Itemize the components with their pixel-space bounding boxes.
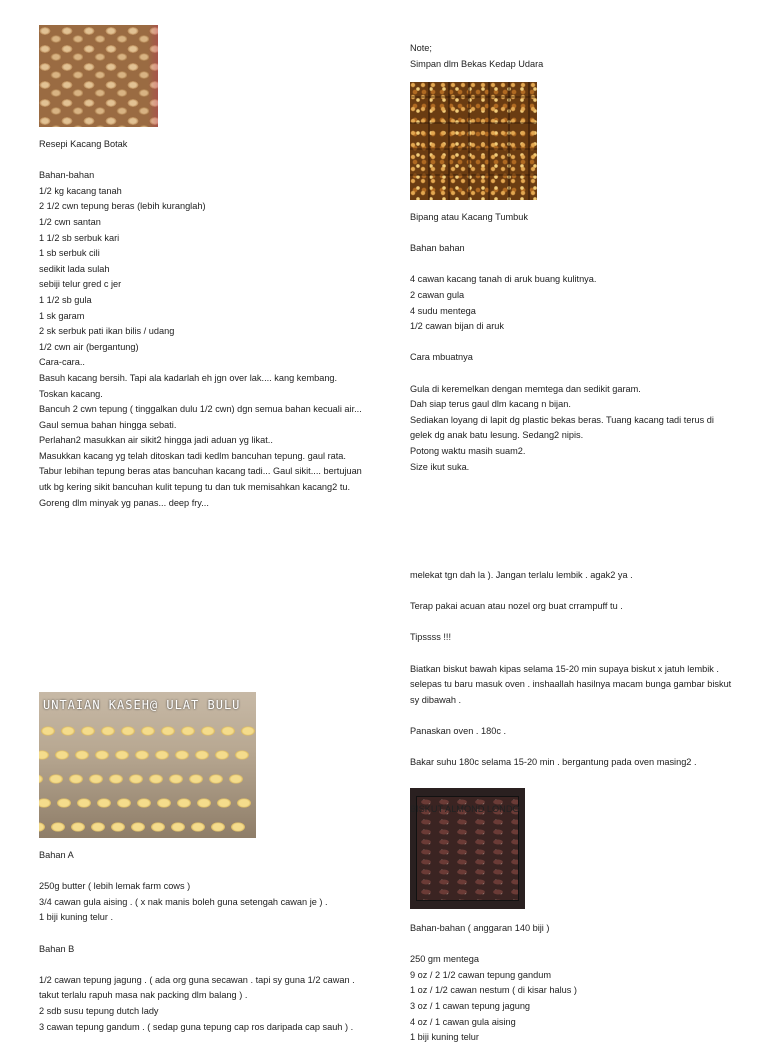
text-line: Bahan-bahan ( anggaran 140 biji ) <box>410 923 550 933</box>
text-line: Bakar suhu 180c selama 15-20 min . bergantung pada oven masing2 . <box>410 757 697 768</box>
note-text: Simpan dlm Bekas Kedap Udara <box>410 58 544 69</box>
text-line: 2 1/2 cwn tepung beras (lebih kuranglah) <box>39 201 206 212</box>
text-line: 2 sk serbuk pati ikan bilis / udang <box>39 326 175 337</box>
blank-line <box>410 771 731 787</box>
photo-watermark: UNTAIAN KASEH@ ULAT BULU <box>43 698 241 712</box>
blank-line <box>410 226 714 242</box>
blank-line <box>39 864 355 880</box>
cookie-row <box>39 746 250 764</box>
text-line: 9 oz / 2 1/2 cawan tepung gandum <box>410 969 551 980</box>
text-line: Dah siap terus gaul dlm kacang n bijan. <box>410 399 571 410</box>
ulat-bulu-ingredients <box>39 848 355 1035</box>
text-line: 1 1/2 sb serbuk kari <box>39 232 120 243</box>
blank-line <box>39 926 355 942</box>
text-line: 3 cawan tepung gandum . ( sedap guna tepung cap ros daripada cap sauh ) . <box>39 1021 354 1032</box>
cookie-row <box>39 770 244 788</box>
text-line: Sediakan loyang di lapit dg plastic bekas beras. Tuang kacang tadi terus di <box>410 414 714 425</box>
text-line: 1 biji kuning telur . <box>39 912 114 923</box>
text-line: Terap pakai acuan atau nozel org buat crrampuff tu . <box>410 601 623 612</box>
text-line: Gaul semua bahan hingga sebati. <box>39 419 177 430</box>
text-line: Tipssss !!! <box>410 632 452 643</box>
text-line: Perlahan2 masukkan air sikit2 hingga jadi aduan yg likat.. <box>39 435 273 446</box>
text-line: selepas tu baru masuk oven . inshaallah hasilnya macam bunga gambar biskut <box>410 679 732 690</box>
storage-note <box>410 41 543 72</box>
text-line: 1/2 kg kacang tanah <box>39 185 122 196</box>
text-line: 4 sudu mentega <box>410 305 476 316</box>
text-line: Bahan A <box>39 850 74 860</box>
text-line: Size ikut suka. <box>410 461 470 472</box>
text-line: 250 gm mentega <box>410 954 479 965</box>
text-line: 1/2 cwn santan <box>39 216 101 227</box>
text-line: 1/2 cawan tepung jagung . ( ada org guna secawan . tapi sy guna 1/2 cawan . <box>39 974 355 985</box>
text-line: Basuh kacang bersih. Tapi ala kadarlah eh jgn over lak.... kang kembang. <box>39 372 338 383</box>
blank-line <box>39 153 362 169</box>
text-line: sedikit lada sulah <box>39 263 110 274</box>
blank-line <box>410 366 714 382</box>
cookie-row <box>39 722 256 740</box>
text-line: Resepi Kacang Botak <box>39 139 128 149</box>
blank-line <box>410 584 731 600</box>
kacang-botak-recipe <box>39 137 362 511</box>
text-line: 1/2 cawan bijan di aruk <box>410 321 504 332</box>
text-line: utk bg kering sikit bancuhan kulit tepung tu dan tuk memisahkan kacang2 tu. <box>39 482 351 493</box>
blank-line <box>410 708 731 724</box>
text-line: 4 cawan kacang tanah di aruk buang kulitnya. <box>410 274 597 285</box>
blank-line <box>410 740 731 756</box>
text-line: 2 sdb susu tepung dutch lady <box>39 1005 159 1016</box>
text-line: Masukkan kacang yg telah ditoskan tadi kedlm bancuhan tepung. gaul rata. <box>39 450 346 461</box>
blank-line <box>410 257 714 273</box>
cookie-row <box>39 818 246 836</box>
blank-line <box>39 957 355 973</box>
biscuit-tips <box>410 568 731 818</box>
text-line: 1 1/2 sb gula <box>39 294 92 305</box>
text-line: Bahan bahan <box>410 243 465 254</box>
text-line: melekat tgn dah la ). Jangan terlalu lembik . agak2 ya . <box>410 570 633 580</box>
biskut-ulat-bulu-photo <box>39 692 256 838</box>
text-line: Bahan B <box>39 943 75 954</box>
blank-line <box>410 646 731 662</box>
text-line: 4 oz / 1 cawan gula aising <box>410 1016 516 1027</box>
text-line: BISKUT ALMOND LONDO <box>410 803 520 814</box>
text-line: Bancuh 2 cwn tepung ( tinggalkan dulu 1/2 cwn) dgn semua bahan kecuali air... <box>39 404 362 415</box>
blank-line <box>410 335 714 351</box>
text-line: gelek dg anak batu lesung. Sedang2 nipis. <box>410 430 584 441</box>
blank-line <box>410 786 731 802</box>
note-title: Note; <box>410 43 432 53</box>
text-line: sy dibawah . <box>410 694 462 705</box>
cookie-row <box>39 794 252 812</box>
text-line: 2 cawan gula <box>410 289 465 300</box>
text-line: Gula di keremelkan dengan memtega dan sedikit garam. <box>410 383 641 394</box>
text-line: 3 oz / 1 cawan tepung jagung <box>410 1000 531 1011</box>
text-line: 1/2 cwn air (bergantung) <box>39 341 139 352</box>
text-line: sebiji telur gred c jer <box>39 279 122 290</box>
text-line: Bahan-bahan <box>39 170 95 181</box>
text-line: 1 sb serbuk cili <box>39 248 100 259</box>
almond-londo-ingredients <box>410 921 577 1046</box>
text-line: 1 sk garam <box>39 310 85 321</box>
text-line: Goreng dlm minyak yg panas... deep fry... <box>39 497 209 508</box>
text-line: 1 oz / 1/2 cawan nestum ( di kisar halus ) <box>410 985 577 996</box>
text-line: Tabur lebihan tepung beras atas bancuhan kacang tadi... Gaul sikit.... bertujuan <box>39 466 362 477</box>
kacang-botak-photo <box>39 25 158 127</box>
text-line: Bipang atau Kacang Tumbuk <box>410 212 528 222</box>
text-line: Potong waktu masih suam2. <box>410 445 526 456</box>
blank-line <box>410 937 577 953</box>
text-line: 250g butter ( lebih lemak farm cows ) <box>39 881 191 892</box>
bipang-recipe <box>410 210 714 475</box>
text-line: Cara mbuatnya <box>410 352 473 363</box>
text-line: Cara-cara.. <box>39 357 85 368</box>
text-line: Panaskan oven . 180c . <box>410 725 507 736</box>
text-line: 3/4 cawan gula aising . ( x nak manis boleh guna setengah cawan je ) . <box>39 896 328 907</box>
text-line: Toskan kacang. <box>39 388 103 399</box>
blank-line <box>410 615 731 631</box>
bipang-photo <box>410 82 537 200</box>
text-line: takut terlalu rapuh masa nak packing dlm balang ) . <box>39 990 248 1001</box>
text-line: 1 biji kuning telur <box>410 1032 479 1043</box>
text-line: Biatkan biskut bawah kipas selama 15-20 min supaya biskut x jatuh lembik . <box>410 663 719 674</box>
